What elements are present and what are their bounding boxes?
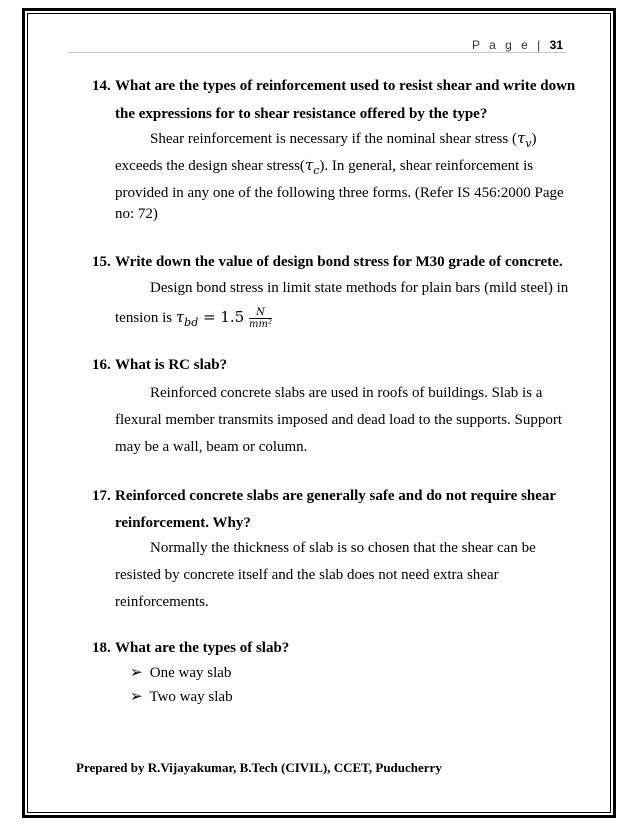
question-number: 17.	[92, 488, 111, 504]
question-number: 16.	[92, 357, 111, 373]
equation-value: = 1.5	[198, 308, 249, 326]
answer-15-line2	[115, 303, 272, 337]
fraction-denominator: mm²	[248, 319, 272, 331]
page-label: P a g e	[472, 38, 531, 52]
answer-text: ). In general, shear reinforcement is	[319, 158, 534, 174]
question-text: the expressions for to shear resistance offered by the type?	[115, 106, 488, 122]
answer-text: tension is	[115, 310, 176, 326]
subscript: bd	[184, 316, 199, 329]
answer-17-line2: resisted by concrete itself and the slab does not need extra shear	[115, 567, 499, 583]
answer-16-line2: flexural member transmits imposed and dead load to the supports. Support	[115, 412, 562, 428]
question-text: What is RC slab?	[115, 357, 228, 373]
answer-14-line3: provided in any one of the following three forms. (Refer IS 456:2000 Page	[115, 185, 564, 201]
tau-symbol: τ	[516, 129, 526, 147]
answer-text: )	[531, 131, 537, 147]
fraction-numerator: N	[249, 307, 272, 319]
question-number: 14.	[92, 78, 111, 94]
answer-15-line1: Design bond stress in limit state methods for plain bars (mild steel) in	[150, 280, 569, 296]
question-text: What are the types of reinforcement used to resist shear and write down	[115, 78, 576, 94]
arrow-bullet-icon: ➢	[130, 665, 143, 681]
answer-16-line1: Reinforced concrete slabs are used in roofs of buildings. Slab is a	[150, 385, 543, 401]
answer-17-line1: Normally the thickness of slab is so chosen that the shear can be	[150, 540, 536, 556]
answer-17-line3: reinforcements.	[115, 594, 209, 610]
question-text: Write down the value of design bond stress for M30 grade of concrete.	[115, 254, 563, 270]
question-text: reinforcement. Why?	[115, 515, 251, 531]
header-rule	[68, 52, 566, 53]
answer-14-line4: no: 72)	[115, 206, 158, 222]
tau-symbol: τ	[304, 156, 314, 174]
page-footer: Prepared by R.Vijayakumar, B.Tech (CIVIL), CCET, Puducherry	[76, 760, 442, 775]
list-item-text: Two way slab	[149, 689, 233, 705]
list-item	[130, 683, 233, 711]
unit-fraction	[249, 307, 272, 330]
question-text: What are the types of slab?	[115, 640, 290, 656]
question-number: 15.	[92, 254, 111, 270]
page-number: P a g e | 31	[472, 38, 563, 52]
arrow-bullet-icon: ➢	[130, 689, 143, 705]
subscript: c	[313, 164, 320, 177]
page-number-value: 31	[549, 38, 563, 52]
question-text: Reinforced concrete slabs are generally safe and do not require shear	[115, 488, 557, 504]
subscript: v	[525, 137, 532, 150]
answer-text: exceeds the design shear stress(	[115, 158, 305, 174]
question-number: 18.	[92, 640, 111, 656]
list-item-text: One way slab	[149, 665, 232, 681]
answer-text: Shear reinforcement is necessary if the nominal shear stress (	[150, 131, 517, 147]
tau-symbol: τ	[175, 308, 185, 326]
answer-16-line3: may be a wall, beam or column.	[115, 439, 308, 455]
